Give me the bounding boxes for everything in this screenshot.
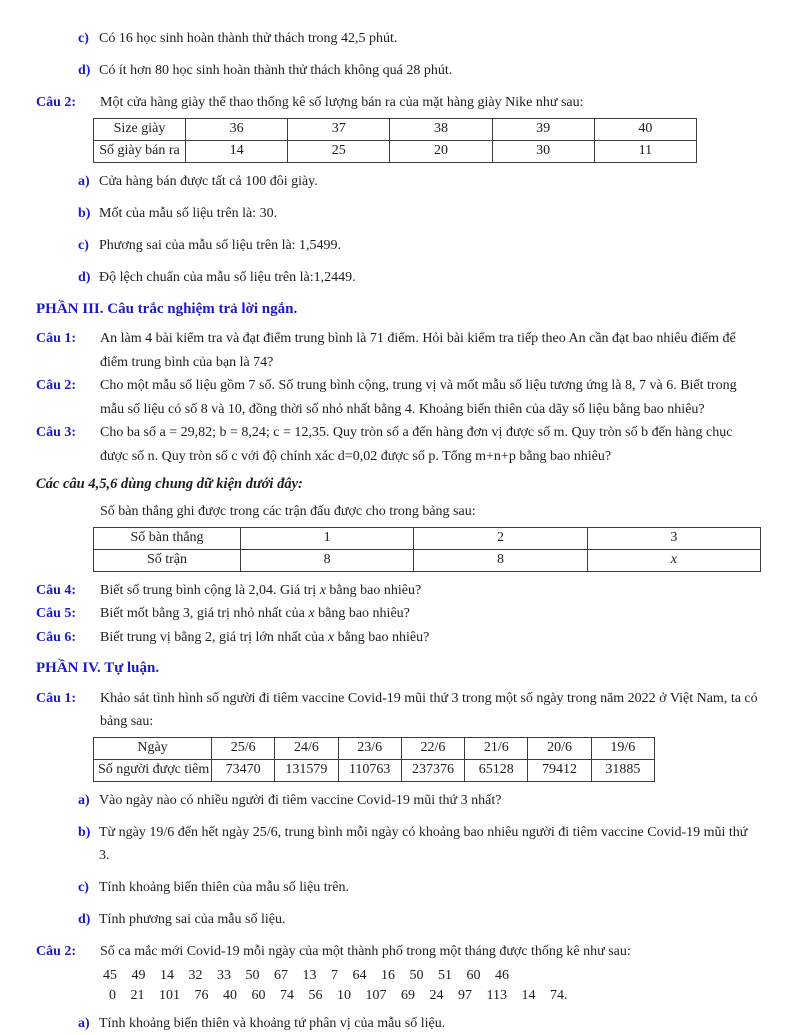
table-cell: 3 (587, 527, 760, 549)
table-cell: 25 (288, 140, 390, 162)
part3-question-1 (36, 327, 758, 374)
question-text: Một cửa hàng giày thể thao thống kê số lượng bán ra của mặt hàng giày Nike như sau: (100, 95, 584, 110)
table-cell: 79412 (528, 759, 591, 781)
part3-question-2 (36, 374, 758, 421)
part4-question-1 (36, 687, 758, 734)
question-label: Câu 3: (36, 421, 100, 445)
table-cell: 39 (492, 118, 594, 140)
table-cell: 25/6 (212, 737, 275, 759)
table-cell: 237376 (401, 759, 464, 781)
part2-cau2-item-c (78, 234, 758, 258)
table-row (94, 527, 761, 549)
table-cell: 24/6 (275, 737, 338, 759)
question-label: Câu 2: (36, 91, 100, 115)
question-label: Câu 6: (36, 626, 100, 650)
part4-cau1-item-c (78, 876, 758, 900)
question-text: Số ca mắc mới Covid-19 mỗi ngày của một thành phố trong một tháng được thống kê như sau: (100, 944, 631, 959)
item-text: Vào ngày nào có nhiều người đi tiêm vaccine Covid-19 mũi thứ 3 nhất? (99, 793, 501, 808)
item-text: Có 16 học sinh hoàn thành thử thách trong 42,5 phút. (99, 31, 397, 46)
question-text: An làm 4 bài kiểm tra và đạt điểm trung bình là 71 điểm. Hỏi bài kiểm tra tiếp theo An cần đạt bao nhiêu điểm để điểm trung bình của bạn là 74? (100, 331, 736, 370)
part3-heading: PHẦN III. Câu trắc nghiệm trả lời ngắn. (36, 298, 758, 322)
item-label: d) (78, 266, 99, 290)
table-cell: 73470 (212, 759, 275, 781)
table-cell: Số bàn thắng (94, 527, 241, 549)
item-text: Từ ngày 19/6 đến hết ngày 25/6, trung bình mỗi ngày có khoảng bao nhiêu người đi tiêm vaccine Covid-19 mũi thứ 3. (99, 825, 747, 864)
item-text: Tính phương sai của mẫu số liệu. (99, 912, 285, 927)
table-cell: 131579 (275, 759, 338, 781)
part4-cau2-item-a (78, 1012, 758, 1035)
item-text: Có ít hơn 80 học sinh hoàn thành thử thách không quá 28 phút. (99, 63, 452, 78)
vaccine-table (93, 737, 655, 782)
item-text: Độ lệch chuẩn của mẫu số liệu trên là:1,2449. (99, 270, 356, 285)
part2-cau2-item-a (78, 170, 758, 194)
question-label: Câu 5: (36, 602, 100, 626)
table-cell: 11 (594, 140, 696, 162)
item-label: a) (78, 170, 99, 194)
item-text: Cửa hàng bán được tất cả 100 đôi giày. (99, 174, 318, 189)
table-cell: 22/6 (401, 737, 464, 759)
item-text: Mốt của mẫu số liệu trên là: 30. (99, 206, 277, 221)
shared-data-note: Các câu 4,5,6 dùng chung dữ kiện dưới đây: (36, 473, 758, 497)
item-label: c) (78, 27, 99, 51)
covid-cases-row-2: 0 21 101 76 40 60 74 56 10 107 69 24 97 113 14 74. (103, 986, 758, 1007)
question-label: Câu 1: (36, 687, 100, 711)
table-cell: 8 (241, 549, 414, 571)
table-cell: 65128 (465, 759, 528, 781)
table-cell: 30 (492, 140, 594, 162)
covid-cases-row-1: 45 49 14 32 33 50 67 13 7 64 16 50 51 60 46 (103, 966, 758, 987)
question-text: Cho một mẫu số liệu gồm 7 số. Số trung bình cộng, trung vị và mốt mẫu số liệu tương ứng là 8, 7 và 6. Biết trong mẫu số liệu có số 8 và 10, đồng thời số nhỏ nhất bằng 4. Khoảng biến thiên của dãy số liệu bằng bao nhiêu? (100, 378, 737, 417)
part3-question-4 (36, 579, 758, 603)
item-label: a) (78, 1012, 99, 1035)
item-label: b) (78, 821, 99, 845)
part4-cau1-item-b (78, 821, 758, 868)
part2-question-2 (36, 91, 758, 115)
table-cell-x: x (587, 549, 760, 571)
table-cell: 14 (186, 140, 288, 162)
question-text: Biết trung vị bằng 2, giá trị lớn nhất của x bằng bao nhiêu? (100, 630, 429, 645)
table-cell: 110763 (338, 759, 401, 781)
table-cell: Số trận (94, 549, 241, 571)
table-cell: 37 (288, 118, 390, 140)
item-label: c) (78, 234, 99, 258)
table-row (94, 549, 761, 571)
table-cell: 20/6 (528, 737, 591, 759)
part4-heading: PHẦN IV. Tự luận. (36, 657, 758, 681)
question-label: Câu 1: (36, 327, 100, 351)
table-cell: 19/6 (591, 737, 654, 759)
table-row (94, 118, 697, 140)
item-text: Tính khoảng biến thiên và khoảng tứ phân vị của mẫu số liệu. (99, 1016, 445, 1031)
part2-item-c (78, 27, 758, 51)
table-cell: 1 (241, 527, 414, 549)
part2-cau2-item-d (78, 266, 758, 290)
table-row (94, 737, 655, 759)
table-cell: 8 (414, 549, 587, 571)
part3-question-6 (36, 626, 758, 650)
goals-table (93, 527, 761, 572)
table-cell: 40 (594, 118, 696, 140)
part3-question-3 (36, 421, 758, 468)
table-cell: 21/6 (465, 737, 528, 759)
question-text: Cho ba số a = 29,82; b = 8,24; c = 12,35. Quy tròn số a đến hàng đơn vị được số m. Quy tròn số b đến hàng chục được số n. Quy tròn số c với độ chính xác d=0,02 được số p. Tổng m+n+p bằng bao nhiêu? (100, 425, 732, 464)
part2-item-d (78, 59, 758, 83)
part2-cau2-item-b (78, 202, 758, 226)
part4-cau1-item-a (78, 789, 758, 813)
table-row (94, 140, 697, 162)
question-label: Câu 2: (36, 374, 100, 398)
table-cell: 23/6 (338, 737, 401, 759)
table-cell: Ngày (94, 737, 212, 759)
part3-question-5 (36, 602, 758, 626)
item-label: c) (78, 876, 99, 900)
part4-question-2 (36, 940, 758, 964)
item-label: b) (78, 202, 99, 226)
table-row (94, 759, 655, 781)
table-cell: 38 (390, 118, 492, 140)
table-cell: 2 (414, 527, 587, 549)
item-text: Phương sai của mẫu số liệu trên là: 1,5499. (99, 238, 341, 253)
table-cell: 31885 (591, 759, 654, 781)
question-text: Biết số trung bình cộng là 2,04. Giá trị x bằng bao nhiêu? (100, 583, 421, 598)
question-text: Biết mốt bằng 3, giá trị nhỏ nhất của x bằng bao nhiêu? (100, 606, 410, 621)
item-label: d) (78, 59, 99, 83)
table-cell: 20 (390, 140, 492, 162)
table-cell: 36 (186, 118, 288, 140)
table-cell: Số giày bán ra (94, 140, 186, 162)
item-label: a) (78, 789, 99, 813)
goals-table-intro: Số bàn thắng ghi được trong các trận đấu được cho trong bảng sau: (100, 500, 758, 524)
question-label: Câu 4: (36, 579, 100, 603)
item-text: Tính khoảng biến thiên của mẫu số liệu trên. (99, 880, 349, 895)
table-cell: Size giày (94, 118, 186, 140)
item-label: d) (78, 908, 99, 932)
question-text: Khảo sát tình hình số người đi tiêm vaccine Covid-19 mũi thứ 3 trong một số ngày trong năm 2022 ở Việt Nam, ta có bảng sau: (100, 691, 758, 730)
part4-cau1-item-d (78, 908, 758, 932)
question-label: Câu 2: (36, 940, 100, 964)
table-cell: Số người được tiêm (94, 759, 212, 781)
shoe-sales-table (93, 118, 697, 163)
